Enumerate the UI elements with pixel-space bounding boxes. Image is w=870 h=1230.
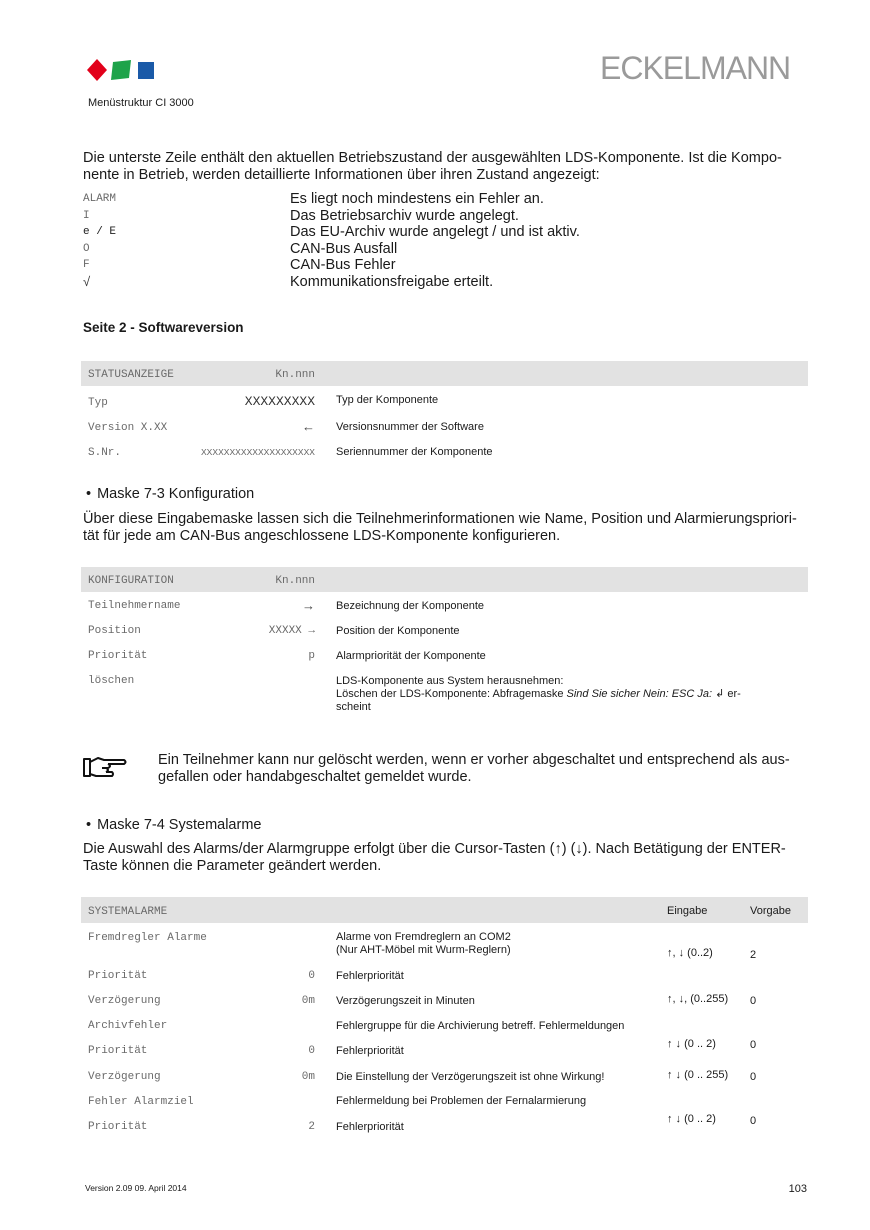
page-number: 103 — [788, 1183, 807, 1195]
table-row-label: Verzögerung — [88, 995, 161, 1007]
list-item: O CAN-Bus Ausfall — [83, 240, 398, 257]
table-row-label: Archivfehler — [88, 1020, 168, 1032]
table-row-label: Verzögerung — [88, 1071, 161, 1083]
eingabe-value: ↑, ↓ (0..2) — [667, 947, 713, 959]
table-row-value: ← — [302, 419, 315, 434]
maske-7-4-text-line2: Taste können die Parameter geändert werden. — [83, 858, 382, 874]
column-header-eingabe: Eingabe — [667, 905, 708, 917]
vorgabe-value: 0 — [750, 1115, 757, 1127]
table-row-desc: Fehlergruppe für die Archivierung betreff. Fehlermeldungen — [336, 1020, 625, 1032]
section-heading-softwareversion: Seite 2 - Softwareversion — [83, 320, 244, 335]
table-row-desc: Fehlerpriorität — [336, 970, 404, 982]
eingabe-value: ↑ ↓ (0 .. 2) — [667, 1113, 716, 1125]
table-row-label: Priorität — [88, 1121, 148, 1133]
table-row-desc: Versionsnummer der Software — [336, 421, 484, 433]
list-item: I Das Betriebsarchiv wurde angelegt. — [83, 207, 519, 224]
table-row-desc: Bezeichnung der Komponente — [336, 600, 484, 612]
table-row-value: 0m — [301, 995, 315, 1007]
table-row-label: Fehler Alarmziel — [88, 1096, 194, 1108]
table-row-desc: Position der Komponente — [336, 625, 460, 637]
list-item: F CAN-Bus Fehler — [83, 257, 396, 273]
vorgabe-value: 0 — [750, 995, 757, 1007]
table-header-band — [81, 361, 808, 386]
table-row-value: XXXXX → — [268, 625, 315, 637]
vorgabe-value: 0 — [750, 1071, 757, 1083]
table-row-desc: Fehlerpriorität — [336, 1045, 404, 1057]
pointing-hand-icon — [82, 754, 128, 780]
table-row-desc: Fehlerpriorität — [336, 1121, 404, 1133]
table-row-label: Version X.XX — [88, 422, 168, 434]
table-header-kn: Kn.nnn — [275, 575, 315, 587]
table-row-value: 0 — [308, 970, 315, 982]
eckelmann-logo — [86, 58, 156, 82]
bullet-maske-7-3: • Maske 7-3 Konfiguration — [86, 486, 254, 503]
table-row-desc: Fehlermeldung bei Problemen der Fernalarmierung — [336, 1095, 587, 1107]
table-row-label: Teilnehmername — [88, 600, 181, 612]
enter-icon: ↲ — [715, 688, 725, 700]
table-header-title: KONFIGURATION — [88, 575, 174, 587]
header-subtitle: Menüstruktur CI 3000 — [88, 97, 194, 109]
table-row-desc: Alarme von Fremdreglern an COM2 (Nur AHT-Möbel mit Wurm-Reglern) — [336, 931, 511, 956]
table-header-kn: Kn.nnn — [275, 369, 315, 381]
vorgabe-value: 0 — [750, 1039, 757, 1051]
note-text: Ein Teilnehmer kann nur gelöscht werden, wenn er vorher abgeschaltet und entsprechend als aus-gefallen oder handabgeschaltet gemeldet wurde. — [158, 752, 790, 785]
table-row-label: löschen — [88, 675, 135, 687]
table-row-value: 0m — [301, 1071, 315, 1083]
table-row-desc: Verzögerungszeit in Minuten — [336, 995, 475, 1007]
intro-text: Die unterste Zeile enthält den aktuellen Betriebszustand der ausgewählten LDS-Komponente. Ist die Kompo-nente in Betrieb, werden detaillierte Informationen über ihren Zustand angezeigt: — [83, 150, 782, 183]
table-row-value: p — [308, 650, 315, 662]
table-row-desc: Alarmpriorität der Komponente — [336, 650, 486, 662]
vorgabe-value: 2 — [750, 949, 757, 961]
table-row-desc: Seriennummer der Komponente — [336, 446, 493, 458]
maske-7-3-text: Über diese Eingabemaske lassen sich die Teilnehmerinformationen wie Name, Position und Alarmierungspriori-tät für jede am CAN-Bus angeschlossene LDS-Komponente konfigurieren. — [83, 511, 797, 544]
table-row-label: Position — [88, 625, 141, 637]
eingabe-value: ↑, ↓, (0..255) — [667, 993, 729, 1005]
maske-7-4-text-line1: Die Auswahl des Alarms/der Alarmgruppe erfolgt über die Cursor-Tasten (↑) (↓). Nach Betätigung der ENTER- — [83, 841, 786, 857]
table-row-desc: Die Einstellung der Verzögerungszeit ist ohne Wirkung! — [336, 1071, 605, 1083]
table-row-value: → — [302, 598, 315, 613]
footer-version: Version 2.09 09. April 2014 — [85, 1183, 187, 1193]
table-row-value: 0 — [308, 1045, 315, 1057]
list-item: e / E Das EU-Archiv wurde angelegt / und ist aktiv. — [83, 224, 580, 240]
list-item: √ Kommunikationsfreigabe erteilt. — [83, 273, 494, 290]
table-row-label: Fremdregler Alarme — [88, 932, 207, 944]
table-row-desc: Typ der Komponente — [336, 394, 439, 406]
table-row-label: Priorität — [88, 970, 148, 982]
column-header-vorgabe: Vorgabe — [750, 905, 791, 917]
table-row-value: 2 — [308, 1121, 315, 1133]
loeschen-description: LDS-Komponente aus System herausnehmen: Löschen der LDS-Komponente: Abfragemaske Sind Sie sicher Nein: ESC Ja: ↲ er- scheint — [336, 675, 741, 713]
eingabe-value: ↑ ↓ (0 .. 255) — [667, 1069, 729, 1081]
list-item: ALARM Es liegt noch mindestens ein Fehler an. — [83, 191, 544, 207]
table-row-value: XXXXXXXXX — [244, 394, 315, 409]
eingabe-value: ↑ ↓ (0 .. 2) — [667, 1038, 716, 1050]
table-header-title: STATUSANZEIGE — [88, 369, 174, 381]
bullet-maske-7-4: • Maske 7-4 Systemalarme — [86, 817, 261, 834]
table-row-value: XXXXXXXXXXXXXXXXXXXX — [200, 447, 315, 458]
table-row-label: Priorität — [88, 1045, 148, 1057]
table-row-label: Priorität — [88, 650, 148, 662]
status-code-list — [83, 191, 803, 290]
brand-name: ECKELMANN — [600, 50, 791, 86]
table-header-band — [81, 567, 808, 592]
table-row-label: S.Nr. — [88, 447, 122, 459]
table-header-title: SYSTEMALARME — [88, 906, 168, 918]
table-row-label: Typ — [88, 397, 108, 409]
